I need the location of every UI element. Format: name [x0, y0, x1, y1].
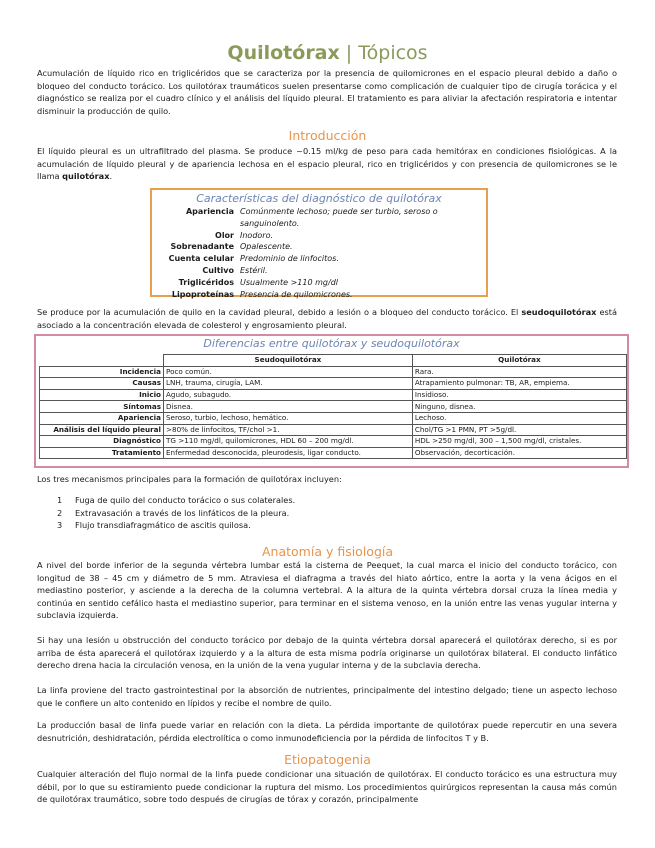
- diferencias-box: [34, 334, 629, 468]
- diagnostico-box-title: Características del diagnóstico de quilotórax: [196, 192, 442, 205]
- diagnostico-list: [148, 206, 486, 300]
- diagnostico-row: Olor Inodoro.: [215, 230, 274, 240]
- diagnostico-row: Lipoproteínas Presencia de quilomicrones.: [171, 289, 353, 299]
- paragraph-liquido-pleural: El líquido pleural es un ultrafiltrado del plasma. Se produce ~0.15 ml/kg de peso para cada hemitórax en condiciones fisiológicas. A la acumulación de líquido pleural y de apariencia lechosa en el espacio pleural, rico en triglicéridos y con presencia de quilomicrones se le llama quilotórax.: [37, 146, 617, 182]
- table-row: Tratamiento Enfermedad desconocida, pleurodesis, ligar conducto. Observación, decorticación.: [40, 447, 627, 459]
- diagnostico-row: Cultivo Estéril.: [202, 265, 268, 275]
- paragraph-anatomia-3: La linfa proviene del tracto gastrointestinal por la absorción de nutrientes, principalmente del intestino delgado; tiene un aspecto lechoso que le confiere un alto contenido en lípidos y recibe el nombre de quilo.: [37, 685, 617, 708]
- mecanismos-list: [57, 494, 295, 532]
- list-item: 3 Flujo transdiafragmático de ascitis quilosa.: [57, 520, 251, 531]
- table-row: Análisis del líquido pleural >80% de linfocitos, TF/chol >1. Chol/TG >1 PMN, PT >5g/dl.: [40, 424, 627, 436]
- paragraph-mecanismos: Los tres mecanismos principales para la formación de quilotórax incluyen:: [37, 474, 342, 484]
- diagnostico-row: Cuenta celular Predominio de linfocitos.: [168, 254, 339, 264]
- table-header-empty: [40, 355, 164, 367]
- paragraph-etiopatogenia: Cualquier alteración del flujo normal de la linfa puede condicionar una situación de quilotórax. El conducto torácico es una estructura muy débil, por lo que su estiramiento puede condicionar la ruptura del mismo. Los procedimientos quirúrgicos representan la causa más común de quilotórax traumático, sobre todo después de cirugías de tórax y corazón, principalmente: [37, 769, 617, 805]
- section-heading-etiopatogenia: Etiopatogenia: [284, 752, 371, 767]
- table-row: Diagnóstico TG >110 mg/dl, quilomicrones, HDL 60 – 200 mg/dl. HDL >250 mg/dl, 300 – 1,500 mg/dl, cristales.: [40, 436, 627, 448]
- table-row: Causas LNH, trauma, cirugía, LAM. Atrapamiento pulmonar: TB, AR, empiema.: [40, 378, 627, 390]
- table-row: Síntomas Disnea. Ninguno, disnea.: [40, 401, 627, 413]
- diferencias-table: [39, 354, 627, 459]
- table-row: Incidencia Poco común. Rara.: [40, 366, 627, 378]
- page-title: Quilotórax | Tópicos: [227, 42, 428, 64]
- table-row: Inicio Agudo, subagudo. Insidioso.: [40, 389, 627, 401]
- section-heading-introduccion: Introducción: [288, 128, 367, 143]
- paragraph-anatomia-1: A nivel del borde inferior de la segunda vértebra lumbar está la cisterna de Peequet, la cual marca el inicio del conducto torácico, con longitud de 38 – 45 cm y diámetro de 5 mm. Atraviesa el diafragma a través del hiato aórtico, entre la aorta y la vena ácigos en el mediastino posterior, y asciende a la derecha de la columna vertebral. A la altura de la quinta vértebra dorsal cruza la línea media y continúa en sentido cefálico hasta el mediastino superior, para terminar en el sistema venoso, en la unión entre las venas yugular interna y subclavia izquierda.: [37, 560, 617, 621]
- table-row: Apariencia Seroso, turbio, lechoso, hemático. Lechoso.: [40, 412, 627, 424]
- diagnostico-row: Triglicéridos Usualmente >110 mg/dl: [178, 277, 338, 287]
- diagnostico-box: [150, 188, 488, 297]
- paragraph-seudoquilotorax: Se produce por la acumulación de quilo en la cavidad pleural, debido a lesión o a bloqueo del conducto torácico. El seudoquilotórax está asociado a la concentración elevada de colesterol y engrosamiento pleural.: [37, 307, 618, 330]
- section-heading-anatomia: Anatomía y fisiología: [261, 544, 394, 559]
- diferencias-box-title: Diferencias entre quilotórax y seudoquilotórax: [203, 337, 460, 350]
- paragraph-anatomia-4: La producción basal de linfa puede variar en relación con la dieta. La pérdida importante de quilotórax puede repercutir en una severa desnutrición, deshidratación, pérdida electrolítica o como inmunodeficiencia por la pérdida de linfocitos T y B.: [37, 720, 617, 743]
- intro-paragraph: Acumulación de líquido rico en triglicéridos que se caracteriza por la presencia de quilomicrones en el espacio pleural debido a daño o bloqueo del conducto torácico. Los quilotórax traumáticos suelen presentarse como complicación de cualquier tipo de cirugía torácica y el diagnóstico se realiza por el cuadro clínico y el análisis del líquido pleural. El tratamiento es para aliviar la afectación respiratoria e intentar disminuir la producción de quilo.: [37, 68, 617, 116]
- table-header-row: [40, 355, 627, 367]
- list-item: 1 Fuga de quilo del conducto torácico o sus colaterales.: [57, 495, 296, 505]
- table-header: Quilotórax: [412, 355, 626, 367]
- diagnostico-row: Apariencia Comúnmente lechoso; puede ser turbio, seroso o sanguinolento.: [185, 207, 438, 228]
- list-item: 2 Extravasación a través de los linfáticos de la pleura.: [57, 507, 290, 518]
- paragraph-anatomia-2: Si hay una lesión u obstrucción del conducto torácico por debajo de la quinta vértebra dorsal aparecerá el quilotórax derecho, si es por arriba de ésta aparecerá el quilotórax izquierdo y a la altura de esta misma podría originarse un quilotórax bilateral. El conducto linfático derecho drena hacia la circulación venosa, en la unión de la vena yugular interna y de la subclavia derecha.: [37, 635, 617, 671]
- diagnostico-row: Sobrenadante Opalescente.: [170, 242, 293, 252]
- table-header: Seudoquilotórax: [164, 355, 413, 367]
